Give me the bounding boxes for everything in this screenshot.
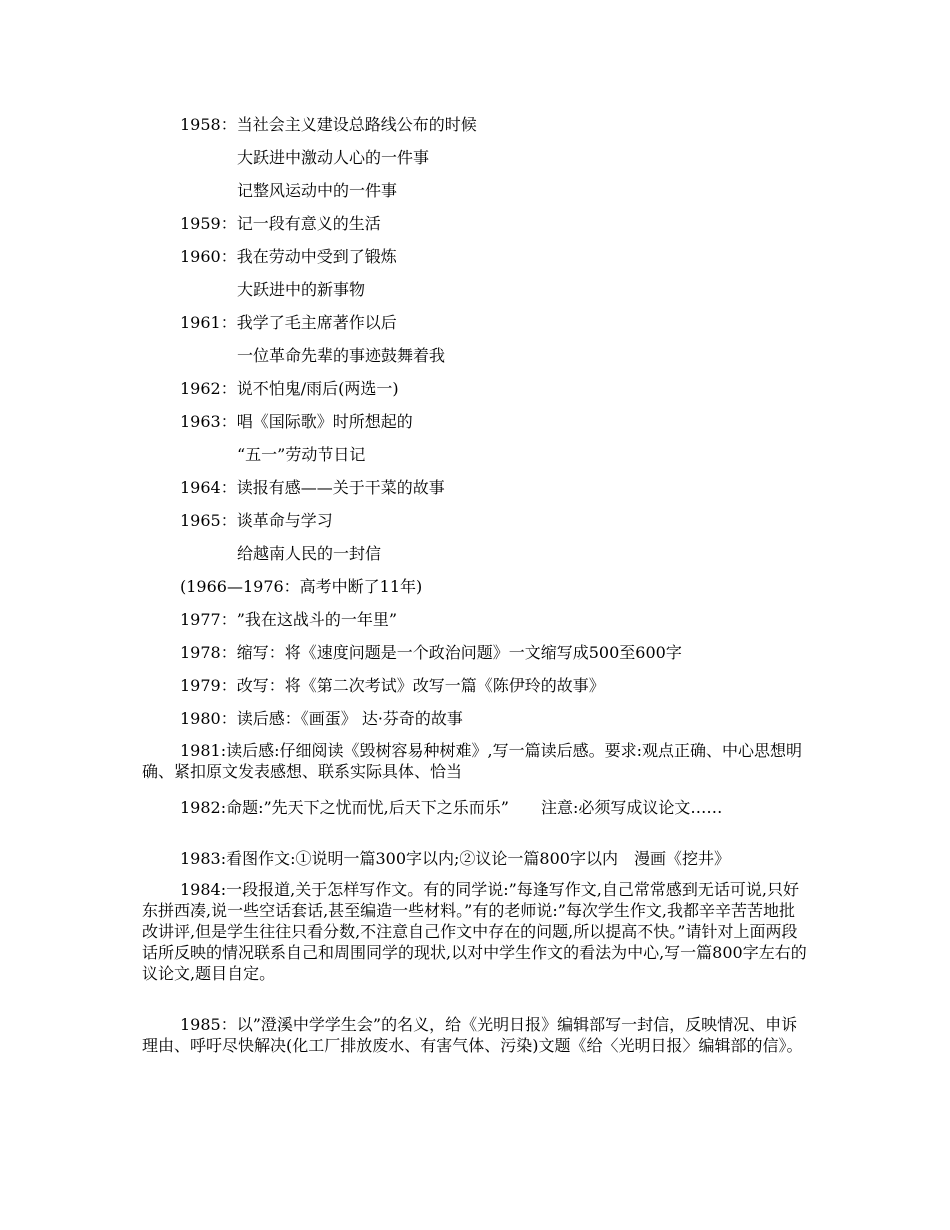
entry-year: 1964： xyxy=(180,478,237,497)
entry-title: 记一段有意义的生活 xyxy=(236,214,381,233)
entry-title: 改写：将《第二次考试》改写一篇《陈伊玲的故事》 xyxy=(236,676,605,695)
entry-year: 1963： xyxy=(180,412,237,431)
entry-1960 xyxy=(180,246,397,268)
entry-1959 xyxy=(180,213,381,235)
entry-1964 xyxy=(180,477,445,499)
entry-title: 我学了毛主席著作以后 xyxy=(236,313,397,332)
entry-title: ”我在这战斗的一年里” xyxy=(236,610,398,629)
entry-year: 1979： xyxy=(180,676,237,695)
entry-year: 1960： xyxy=(180,247,237,266)
entry-1977 xyxy=(180,609,397,631)
entry-title: 说不怕鬼/雨后(两选一) xyxy=(236,379,399,398)
entry-title: “五一”劳动节日记 xyxy=(237,445,366,464)
entry-title: 我在劳动中受到了锻炼 xyxy=(236,247,397,266)
entry-1978 xyxy=(180,642,682,664)
entry-title: 当社会主义建设总路线公布的时候 xyxy=(236,115,477,134)
paragraph-1985: 1985：以”澄溪中学学生会”的名义，给《光明日报》编辑部写一封信，反映情况、申诉理由、呼吁尽快解决(化工厂排放废水、有害气体、污染)文题《给〈光明日报〉编辑部的信》。 xyxy=(142,1015,803,1055)
entry-1961 xyxy=(180,312,397,334)
entry-year: 1978： xyxy=(180,643,237,662)
entry-1958-3 xyxy=(237,180,397,202)
paragraph-1983: 1983:看图作文:①说明一篇300字以内;②议论一篇800字以内 漫画《挖井》 xyxy=(180,849,730,868)
entry-title: 缩写：将《速度问题是一个政治问题》一文缩写成500至600字 xyxy=(236,643,682,662)
paragraph-1981: 1981:读后感:仔细阅读《毁树容易种树难》,写一篇读后感。要求:观点正确、中心思想明确、紧扣原文发表感想、联系实际具体、恰当 xyxy=(142,741,802,781)
entry-year: 1961： xyxy=(180,313,237,332)
entry-title: 读后感：《画蛋》 达·芬奇的故事 xyxy=(236,709,463,728)
entry-1965-2 xyxy=(237,543,381,565)
entry-1963-2 xyxy=(237,444,365,466)
entry-title: 读报有感——关于干菜的故事 xyxy=(236,478,445,497)
entry-title: 大跃进中的新事物 xyxy=(237,280,366,299)
entry-title: 给越南人民的一封信 xyxy=(237,544,382,563)
entry-year: 1959： xyxy=(180,214,237,233)
entry-title: 大跃进中激动人心的一件事 xyxy=(237,148,430,167)
entry-year: 1980： xyxy=(180,709,237,728)
entry-title: 记整风运动中的一件事 xyxy=(237,181,398,200)
entry-title: 一位革命先辈的事迹鼓舞着我 xyxy=(237,346,446,365)
paragraph-1984: 1984:一段报道,关于怎样写作文。有的同学说:”每逢写作文,自己常常感到无话可说,只好东拼西凑,说一些空话套话,甚至编造一些材料。”有的老师说:”每次学生作文,我都辛辛苦苦地批改讲评,但是学生往往只看分数,不注意自己作文中存在的问题,所以提高不快。”请针对上面两段话所反映的情况联系自己和周围同学的现状,以对中学生作文的看法为中心,写一篇800字左右的议论文,题目自定。 xyxy=(142,880,807,983)
entry-1961-2 xyxy=(237,345,445,367)
entry-title: 唱《国际歌》时所想起的 xyxy=(236,412,413,431)
entry-1962 xyxy=(180,378,399,400)
entry-title: 谈革命与学习 xyxy=(236,511,333,530)
entry-1965 xyxy=(180,510,333,532)
entry-1960-2 xyxy=(237,279,365,301)
entry-year: 1965： xyxy=(180,511,237,530)
entry-title: (1966—1976：高考中断了11年) xyxy=(180,577,423,596)
entry-year: 1962： xyxy=(180,379,237,398)
entry-1963 xyxy=(180,411,413,433)
entry-1979 xyxy=(180,675,605,697)
entry-year: 1958： xyxy=(180,115,237,134)
entry-1958-2 xyxy=(237,147,429,169)
entry-gap-note xyxy=(180,576,422,598)
entry-year: 1977： xyxy=(180,610,237,629)
paragraph-1982: 1982:命题:”先天下之忧而忧,后天下之乐而乐” 注意:必须写成议论文…… xyxy=(180,798,723,817)
entry-1958 xyxy=(180,114,477,136)
entry-1980 xyxy=(180,708,463,730)
